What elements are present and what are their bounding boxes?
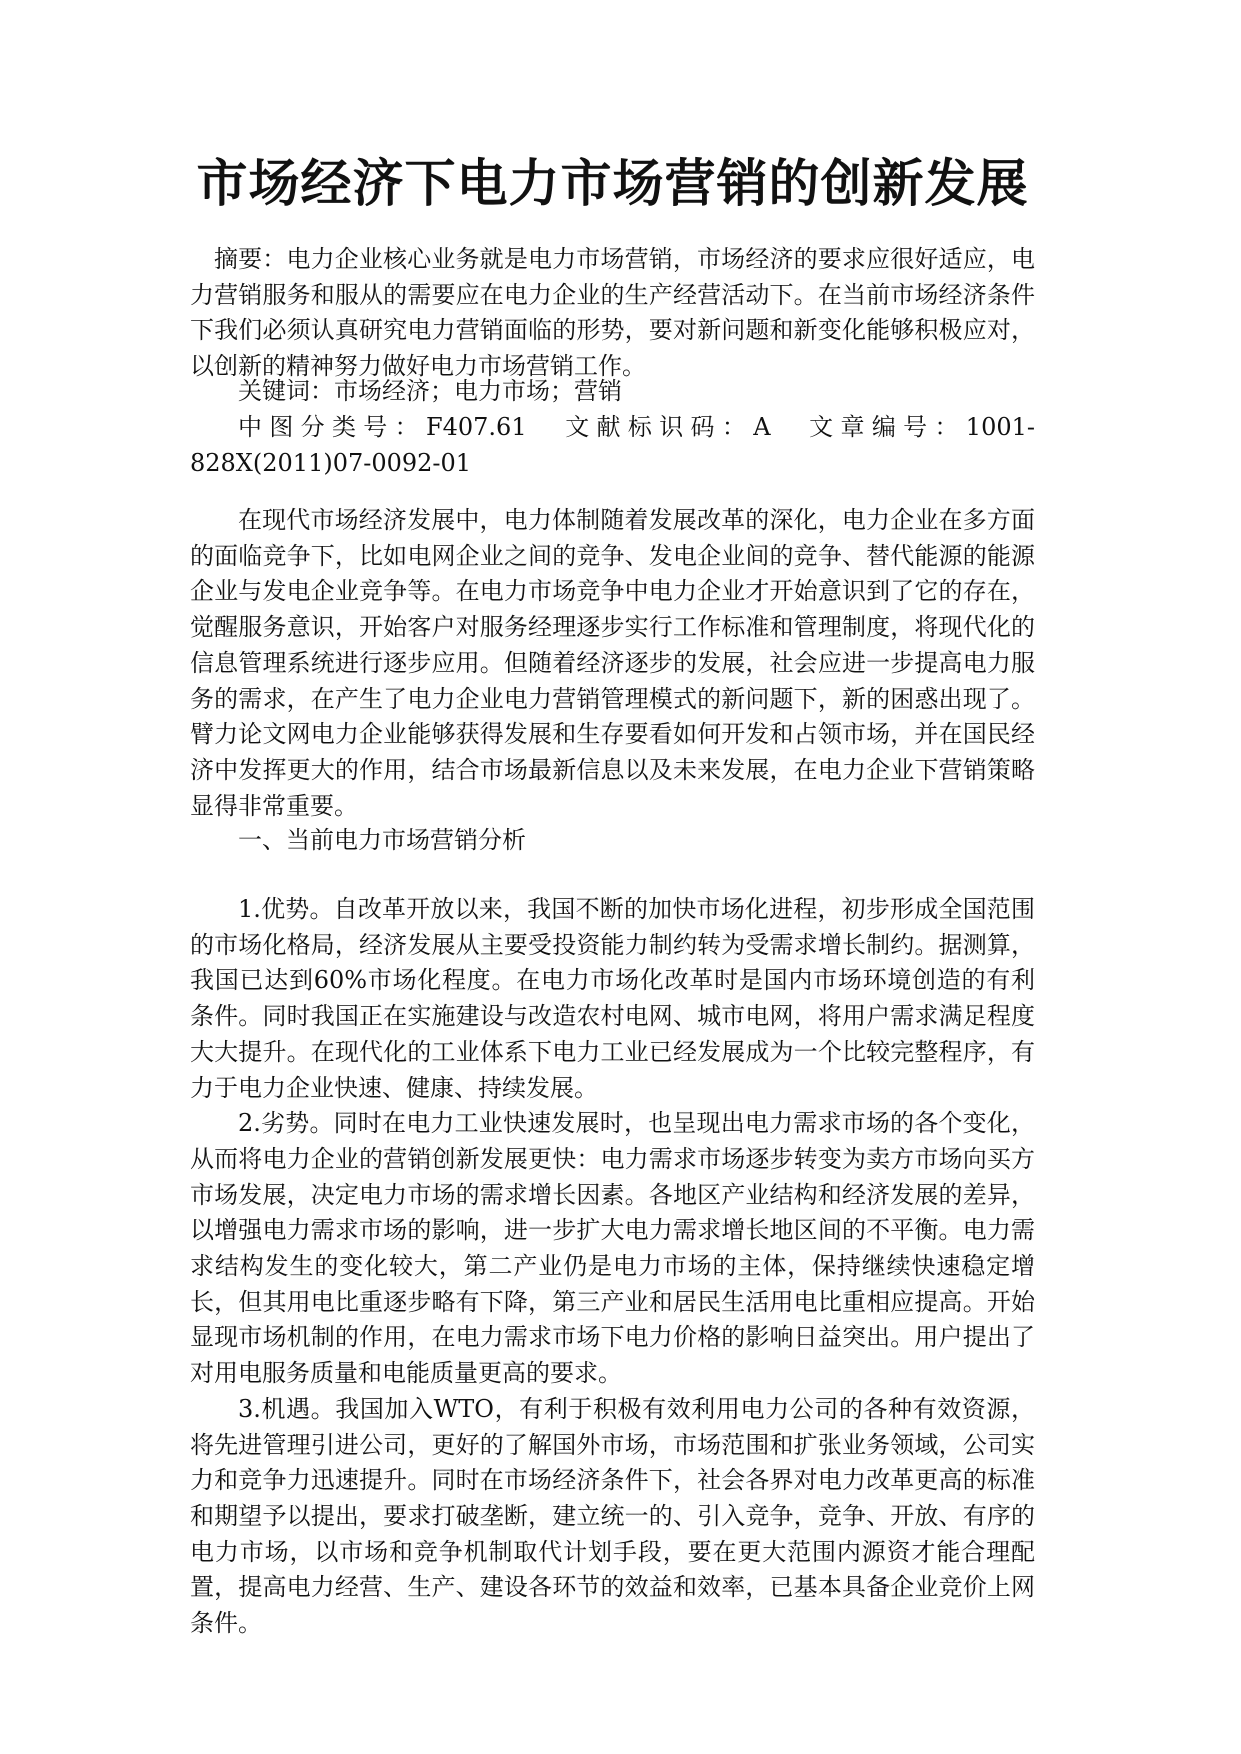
section-heading: 一、当前电力市场营销分析 (238, 826, 526, 854)
analysis-points (190, 892, 1035, 1642)
intro-paragraph: 在现代市场经济发展中，电力体制随着发展改革的深化，电力企业在多方面的面临竞争下，比如电网企业之间的竞争、发电企业间的竞争、替代能源的能源企业与发电企业竞争等。在电力市场竞争中电力企业才开始意识到了它的存在，觉醒服务意识，开始客户对服务经理逐步实行工作标准和管理制度，将现代化的信息管理系统进行逐步应用。但随着经济逐步的发展，社会应进一步提高电力服务的需求，在产生了电力企业电力营销管理模式的新问题下，新的困惑出现了。臂力论文网电力企业能够获得发展和生存要看如何开发和占领市场，并在国民经济中发挥更大的作用，结合市场最新信息以及未来发展，在电力企业下营销策略显得非常重要。 (190, 506, 1035, 820)
article-title: 市场经济下电力市场营销的创新发展 (196, 155, 1029, 214)
point-opportunities: 3.机遇。我国加入WTO，有利于积极有效利用电力公司的各种有效资源，将先进管理引进公司，更好的了解国外市场，市场范围和扩张业务领域，公司实力和竞争力迅速提升。同时在市场经济条件下，社会各界对电力改革更高的标准和期望予以提出，要求打破垄断，建立统一的、引入竞争，竞争、开放、有序的电力市场，以市场和竞争机制取代计划手段，要在更大范围内源资才能合理配置，提高电力经营、生产、建设各环节的效益和效率，已基本具备企业竞价上网条件。 (190, 1394, 1035, 1638)
point-weaknesses: 2.劣势。同时在电力工业快速发展时，也呈现出电力需求市场的各个变化，从而将电力企业的营销创新发展更快：电力需求市场逐步转变为卖方市场向买方市场发展，决定电力市场的需求增长因素。各地区产业结构和经济发展的差异，以增强电力需求市场的影响，进一步扩大电力需求增长地区间的不平衡。电力需求结构发生的变化较大，第二产业仍是电力市场的主体，保持继续快速稳定增长，但其用电比重逐步略有下降，第三产业和居民生活用电比重相应提高。开始显现市场机制的作用，在电力需求市场下电力价格的影响日益突出。用户提出了对用电服务质量和电能质量更高的要求。 (190, 1109, 1035, 1388)
keywords-line: 关键词：市场经济；电力市场；营销 (238, 377, 622, 405)
point-strengths: 1.优势。自改革开放以来，我国不断的加快市场化进程，初步形成全国范围的市场化格局，经济发展从主要受投资能力制约转为受需求增长制约。据测算，我国已达到60%市场化程度。在电力市场化改革时是国内市场环境创造的有利条件。同时我国正在实施建设与改造农村电网、城市电网，将用户需求满足程度大大提升。在现代化的工业体系下电力工业已经发展成为一个比较完整程序，有力于电力企业快速、健康、持续发展。 (190, 895, 1035, 1102)
abstract-paragraph: 摘要：电力企业核心业务就是电力市场营销，市场经济的要求应很好适应，电力营销服务和服从的需要应在电力企业的生产经营活动下。在当前市场经济条件下我们必须认真研究电力营销面临的形势，要对新问题和新变化能够积极应对，以创新的精神努力做好电力市场营销工作。 (190, 245, 1035, 381)
classification-line: 中图分类号：F407.61 文献标识码：A 文章编号：1001-828X(2011)07-0092-01 (190, 413, 1035, 477)
